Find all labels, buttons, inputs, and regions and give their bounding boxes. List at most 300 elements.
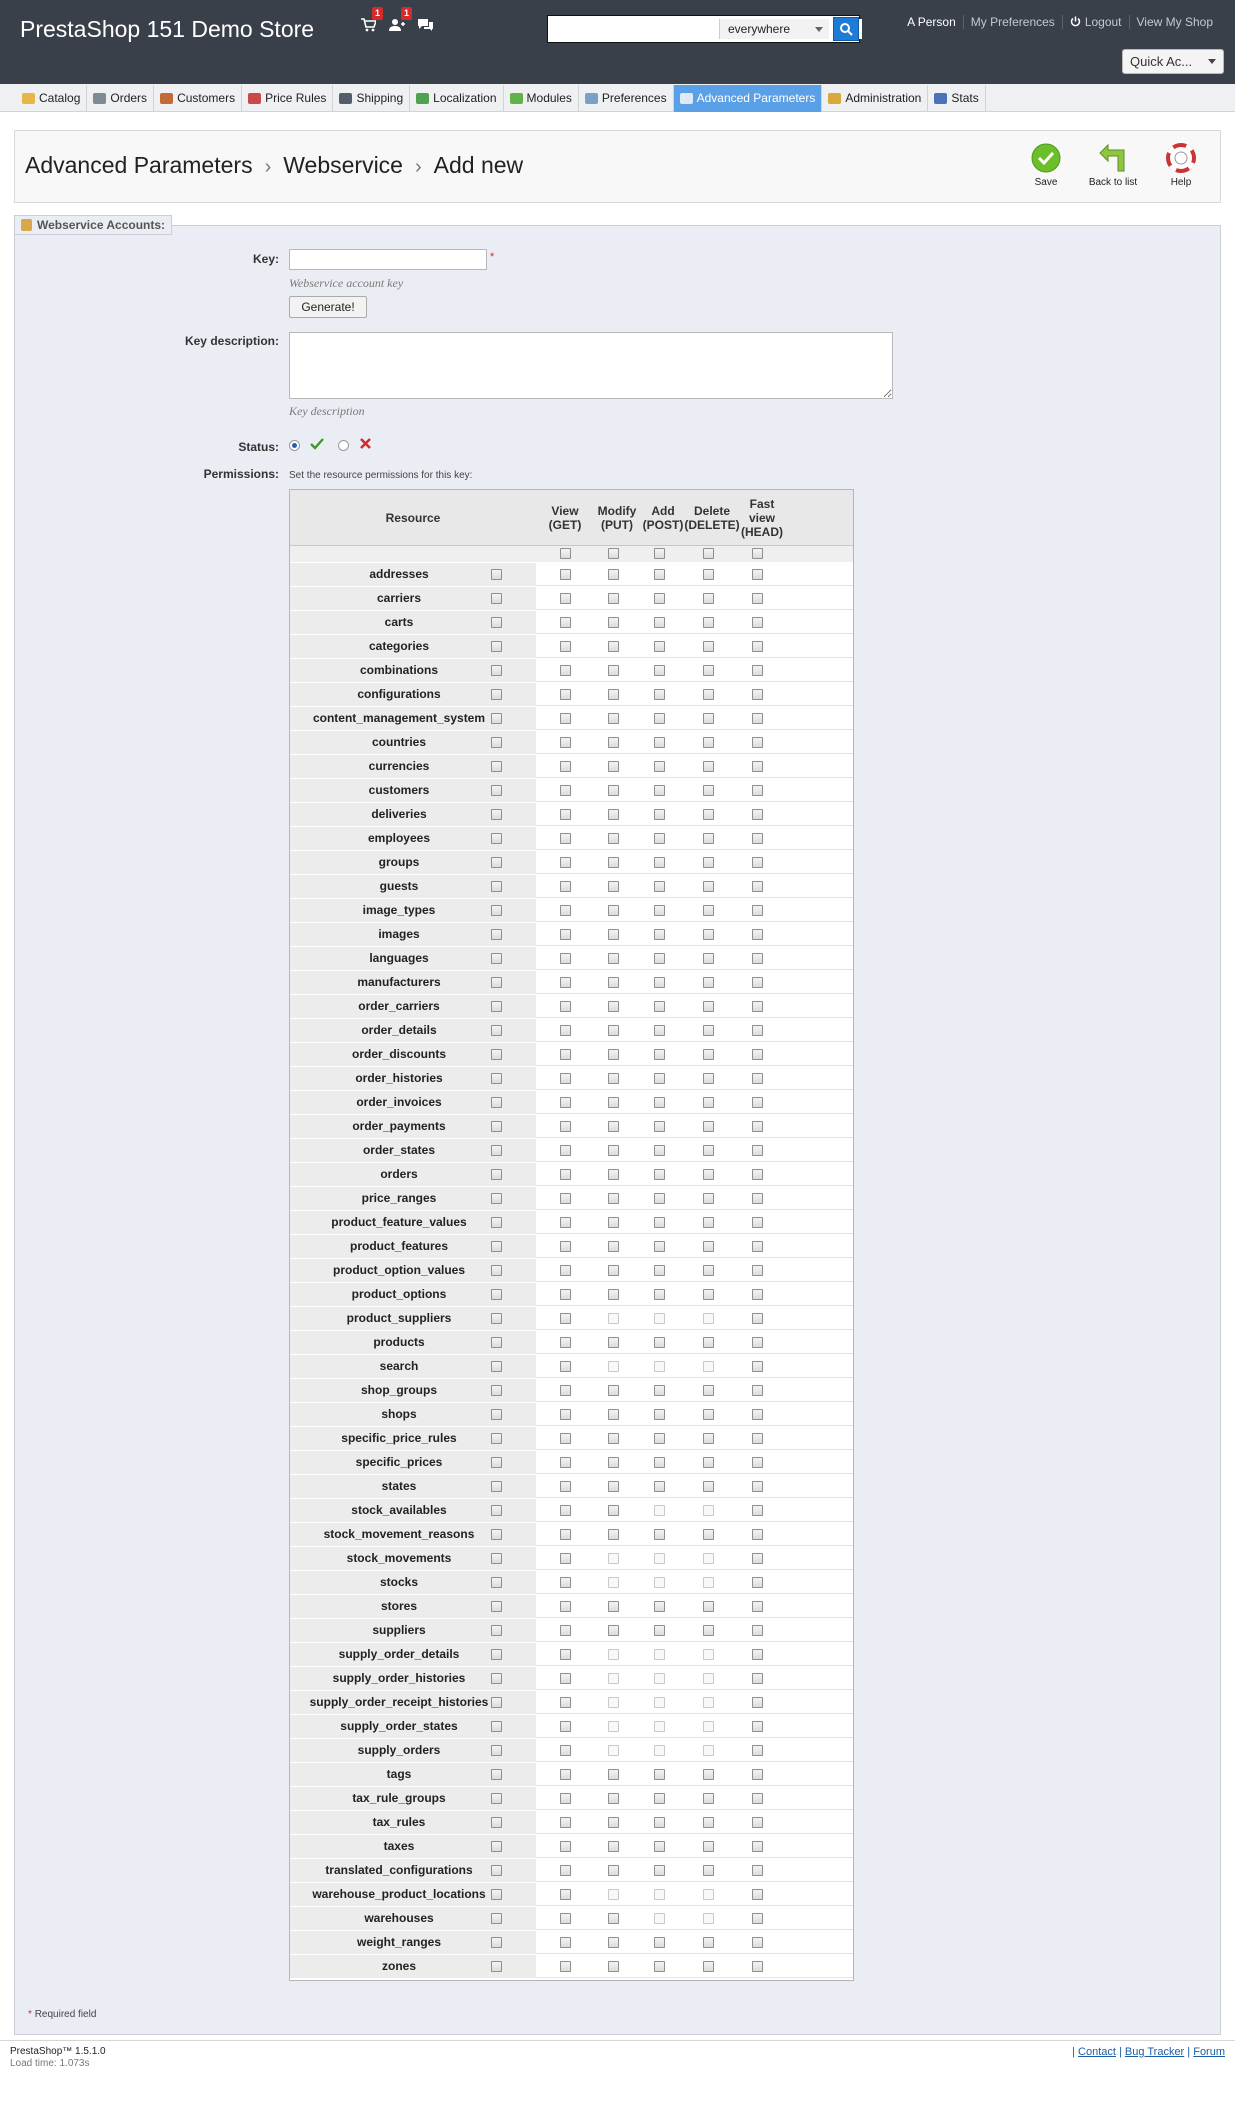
row-select-checkbox[interactable]: [491, 1793, 502, 1804]
permission-checkbox[interactable]: [752, 1337, 763, 1348]
key-input[interactable]: [289, 249, 487, 270]
permission-checkbox[interactable]: [608, 1409, 619, 1420]
permission-checkbox[interactable]: [752, 1049, 763, 1060]
permission-checkbox[interactable]: [703, 1049, 714, 1060]
permission-checkbox[interactable]: [703, 1625, 714, 1636]
menu-item-customers[interactable]: [154, 85, 242, 112]
permission-checkbox[interactable]: [560, 977, 571, 988]
permission-checkbox[interactable]: [752, 1649, 763, 1660]
permission-checkbox[interactable]: [608, 1625, 619, 1636]
row-select-checkbox[interactable]: [491, 761, 502, 772]
row-select-checkbox[interactable]: [491, 1481, 502, 1492]
permission-checkbox[interactable]: [752, 1457, 763, 1468]
search-scope-select[interactable]: [719, 19, 829, 39]
row-select-checkbox[interactable]: [491, 1889, 502, 1900]
permission-checkbox[interactable]: [560, 593, 571, 604]
permission-checkbox[interactable]: [752, 761, 763, 772]
permission-checkbox[interactable]: [608, 1937, 619, 1948]
permission-checkbox[interactable]: [608, 1001, 619, 1012]
row-select-checkbox[interactable]: [491, 833, 502, 844]
permission-checkbox[interactable]: [654, 593, 665, 604]
permission-checkbox[interactable]: [703, 665, 714, 676]
permission-checkbox[interactable]: [560, 809, 571, 820]
permission-checkbox[interactable]: [560, 1577, 571, 1588]
permission-checkbox[interactable]: [654, 1937, 665, 1948]
permission-checkbox[interactable]: [752, 1385, 763, 1396]
permission-checkbox[interactable]: [608, 1193, 619, 1204]
permission-checkbox[interactable]: [608, 1289, 619, 1300]
permission-checkbox[interactable]: [703, 1241, 714, 1252]
row-select-checkbox[interactable]: [491, 1841, 502, 1852]
row-select-checkbox[interactable]: [491, 1337, 502, 1348]
view-my-shop-link[interactable]: View My Shop: [1129, 15, 1220, 29]
permission-checkbox[interactable]: [560, 1289, 571, 1300]
permission-checkbox[interactable]: [654, 1409, 665, 1420]
row-select-checkbox[interactable]: [491, 665, 502, 676]
permission-checkbox[interactable]: [608, 1217, 619, 1228]
permission-checkbox[interactable]: [654, 929, 665, 940]
permission-checkbox[interactable]: [654, 1193, 665, 1204]
permission-checkbox[interactable]: [560, 1673, 571, 1684]
quick-access-select[interactable]: [1122, 49, 1224, 74]
permission-checkbox[interactable]: [608, 1337, 619, 1348]
permission-checkbox[interactable]: [654, 1625, 665, 1636]
permission-checkbox[interactable]: [752, 1145, 763, 1156]
row-select-checkbox[interactable]: [491, 1049, 502, 1060]
permission-checkbox[interactable]: [560, 1025, 571, 1036]
menu-item-modules[interactable]: [504, 85, 579, 112]
permission-checkbox[interactable]: [703, 761, 714, 772]
permission-checkbox[interactable]: [608, 617, 619, 628]
permission-checkbox[interactable]: [654, 953, 665, 964]
row-select-checkbox[interactable]: [491, 1001, 502, 1012]
permission-checkbox[interactable]: [560, 929, 571, 940]
permission-checkbox[interactable]: [608, 1601, 619, 1612]
permission-checkbox[interactable]: [703, 1385, 714, 1396]
permission-checkbox[interactable]: [752, 593, 763, 604]
permission-checkbox[interactable]: [560, 689, 571, 700]
select-all-checkbox[interactable]: [654, 548, 665, 559]
menu-item-price-rules[interactable]: [242, 85, 333, 112]
permission-checkbox[interactable]: [560, 1241, 571, 1252]
row-select-checkbox[interactable]: [491, 857, 502, 868]
permission-checkbox[interactable]: [608, 1097, 619, 1108]
permission-checkbox[interactable]: [752, 857, 763, 868]
permission-checkbox[interactable]: [654, 881, 665, 892]
contact-link[interactable]: Contact: [1078, 2046, 1116, 2058]
permission-checkbox[interactable]: [560, 1889, 571, 1900]
permission-checkbox[interactable]: [752, 1961, 763, 1972]
permission-checkbox[interactable]: [703, 1817, 714, 1828]
permission-checkbox[interactable]: [703, 1433, 714, 1444]
permission-checkbox[interactable]: [703, 1841, 714, 1852]
permission-checkbox[interactable]: [703, 1337, 714, 1348]
row-select-checkbox[interactable]: [491, 1145, 502, 1156]
permission-checkbox[interactable]: [608, 977, 619, 988]
permission-checkbox[interactable]: [654, 1817, 665, 1828]
permission-checkbox[interactable]: [654, 1457, 665, 1468]
bug-tracker-link[interactable]: Bug Tracker: [1124, 2046, 1185, 2058]
permission-checkbox[interactable]: [752, 1841, 763, 1852]
row-select-checkbox[interactable]: [491, 1817, 502, 1828]
select-all-checkbox[interactable]: [560, 548, 571, 559]
permission-checkbox[interactable]: [608, 713, 619, 724]
menu-item-stats[interactable]: [928, 85, 985, 112]
permission-checkbox[interactable]: [752, 1817, 763, 1828]
permission-checkbox[interactable]: [703, 1169, 714, 1180]
permission-checkbox[interactable]: [703, 1097, 714, 1108]
permission-checkbox[interactable]: [560, 1073, 571, 1084]
row-select-checkbox[interactable]: [491, 1745, 502, 1756]
permission-checkbox[interactable]: [608, 1913, 619, 1924]
permission-checkbox[interactable]: [560, 1961, 571, 1972]
permission-checkbox[interactable]: [752, 617, 763, 628]
permission-checkbox[interactable]: [752, 1577, 763, 1588]
permission-checkbox[interactable]: [752, 881, 763, 892]
permission-checkbox[interactable]: [703, 1769, 714, 1780]
permission-checkbox[interactable]: [654, 1433, 665, 1444]
row-select-checkbox[interactable]: [491, 1625, 502, 1636]
permission-checkbox[interactable]: [560, 761, 571, 772]
permission-checkbox[interactable]: [608, 1865, 619, 1876]
permission-checkbox[interactable]: [752, 953, 763, 964]
row-select-checkbox[interactable]: [491, 929, 502, 940]
permission-checkbox[interactable]: [608, 1817, 619, 1828]
permission-checkbox[interactable]: [752, 1241, 763, 1252]
permission-checkbox[interactable]: [703, 1289, 714, 1300]
permission-checkbox[interactable]: [608, 881, 619, 892]
forum-link[interactable]: Forum: [1193, 2046, 1225, 2058]
permission-checkbox[interactable]: [703, 593, 714, 604]
permission-checkbox[interactable]: [654, 665, 665, 676]
row-select-checkbox[interactable]: [491, 1193, 502, 1204]
my-preferences-link[interactable]: My Preferences: [963, 15, 1062, 29]
row-select-checkbox[interactable]: [491, 905, 502, 916]
permission-checkbox[interactable]: [560, 881, 571, 892]
permission-checkbox[interactable]: [560, 1481, 571, 1492]
row-select-checkbox[interactable]: [491, 1529, 502, 1540]
permission-checkbox[interactable]: [654, 713, 665, 724]
permission-checkbox[interactable]: [752, 1529, 763, 1540]
permission-checkbox[interactable]: [752, 1217, 763, 1228]
permission-checkbox[interactable]: [752, 1601, 763, 1612]
permission-checkbox[interactable]: [560, 1529, 571, 1540]
permission-checkbox[interactable]: [560, 1865, 571, 1876]
row-select-checkbox[interactable]: [491, 785, 502, 796]
permission-checkbox[interactable]: [752, 1769, 763, 1780]
key-description-textarea[interactable]: [289, 332, 893, 399]
permission-checkbox[interactable]: [752, 1697, 763, 1708]
permission-checkbox[interactable]: [654, 1385, 665, 1396]
permission-checkbox[interactable]: [560, 1913, 571, 1924]
row-select-checkbox[interactable]: [491, 1769, 502, 1780]
permission-checkbox[interactable]: [752, 1673, 763, 1684]
cart-icon[interactable]: [360, 8, 382, 38]
row-select-checkbox[interactable]: [491, 1601, 502, 1612]
menu-item-localization[interactable]: [410, 85, 503, 112]
permission-checkbox[interactable]: [654, 1289, 665, 1300]
permission-checkbox[interactable]: [654, 1337, 665, 1348]
row-select-checkbox[interactable]: [491, 1025, 502, 1036]
permission-checkbox[interactable]: [703, 953, 714, 964]
permission-checkbox[interactable]: [654, 1961, 665, 1972]
permission-checkbox[interactable]: [752, 1721, 763, 1732]
permission-checkbox[interactable]: [608, 1505, 619, 1516]
row-select-checkbox[interactable]: [491, 1457, 502, 1468]
permission-checkbox[interactable]: [703, 1217, 714, 1228]
row-select-checkbox[interactable]: [491, 1361, 502, 1372]
permission-checkbox[interactable]: [654, 785, 665, 796]
row-select-checkbox[interactable]: [491, 977, 502, 988]
row-select-checkbox[interactable]: [491, 1913, 502, 1924]
permission-checkbox[interactable]: [560, 1721, 571, 1732]
permission-checkbox[interactable]: [752, 1193, 763, 1204]
permission-checkbox[interactable]: [752, 833, 763, 844]
permission-checkbox[interactable]: [560, 713, 571, 724]
select-all-checkbox[interactable]: [608, 548, 619, 559]
permission-checkbox[interactable]: [703, 1145, 714, 1156]
permission-checkbox[interactable]: [752, 1481, 763, 1492]
permission-checkbox[interactable]: [654, 761, 665, 772]
menu-item-shipping[interactable]: [333, 85, 410, 112]
permission-checkbox[interactable]: [608, 1769, 619, 1780]
permission-checkbox[interactable]: [703, 1025, 714, 1036]
permission-checkbox[interactable]: [703, 929, 714, 940]
permission-checkbox[interactable]: [654, 1169, 665, 1180]
permission-checkbox[interactable]: [752, 977, 763, 988]
permission-checkbox[interactable]: [654, 1241, 665, 1252]
row-select-checkbox[interactable]: [491, 1097, 502, 1108]
row-select-checkbox[interactable]: [491, 1721, 502, 1732]
back-to-list-button[interactable]: [1083, 143, 1143, 188]
permission-checkbox[interactable]: [703, 1529, 714, 1540]
permission-checkbox[interactable]: [608, 761, 619, 772]
permission-checkbox[interactable]: [752, 1025, 763, 1036]
permission-checkbox[interactable]: [560, 1793, 571, 1804]
permission-checkbox[interactable]: [608, 1145, 619, 1156]
row-select-checkbox[interactable]: [491, 809, 502, 820]
permission-checkbox[interactable]: [608, 641, 619, 652]
messages-icon[interactable]: [417, 18, 439, 38]
permission-checkbox[interactable]: [752, 1553, 763, 1564]
permission-checkbox[interactable]: [654, 1145, 665, 1156]
permission-checkbox[interactable]: [654, 569, 665, 580]
row-select-checkbox[interactable]: [491, 593, 502, 604]
permission-checkbox[interactable]: [608, 737, 619, 748]
permission-checkbox[interactable]: [608, 1049, 619, 1060]
permission-checkbox[interactable]: [608, 1433, 619, 1444]
permission-checkbox[interactable]: [752, 713, 763, 724]
permission-checkbox[interactable]: [560, 569, 571, 580]
permission-checkbox[interactable]: [703, 1457, 714, 1468]
permission-checkbox[interactable]: [608, 1241, 619, 1252]
permission-checkbox[interactable]: [752, 569, 763, 580]
permission-checkbox[interactable]: [752, 1361, 763, 1372]
permission-checkbox[interactable]: [654, 977, 665, 988]
row-select-checkbox[interactable]: [491, 1265, 502, 1276]
permission-checkbox[interactable]: [560, 1385, 571, 1396]
permission-checkbox[interactable]: [752, 737, 763, 748]
row-select-checkbox[interactable]: [491, 1865, 502, 1876]
status-disabled-radio[interactable]: [338, 440, 349, 451]
row-select-checkbox[interactable]: [491, 689, 502, 700]
permission-checkbox[interactable]: [752, 1121, 763, 1132]
row-select-checkbox[interactable]: [491, 569, 502, 580]
permission-checkbox[interactable]: [654, 809, 665, 820]
row-select-checkbox[interactable]: [491, 1577, 502, 1588]
permission-checkbox[interactable]: [608, 833, 619, 844]
permission-checkbox[interactable]: [752, 1313, 763, 1324]
permission-checkbox[interactable]: [654, 1265, 665, 1276]
permission-checkbox[interactable]: [752, 1097, 763, 1108]
permission-checkbox[interactable]: [752, 809, 763, 820]
permission-checkbox[interactable]: [703, 737, 714, 748]
permission-checkbox[interactable]: [654, 737, 665, 748]
permission-checkbox[interactable]: [608, 665, 619, 676]
row-select-checkbox[interactable]: [491, 1649, 502, 1660]
permission-checkbox[interactable]: [654, 1601, 665, 1612]
permission-checkbox[interactable]: [703, 1865, 714, 1876]
row-select-checkbox[interactable]: [491, 1121, 502, 1132]
permission-checkbox[interactable]: [654, 1529, 665, 1540]
row-select-checkbox[interactable]: [491, 1409, 502, 1420]
row-select-checkbox[interactable]: [491, 1433, 502, 1444]
permission-checkbox[interactable]: [560, 1001, 571, 1012]
permission-checkbox[interactable]: [752, 1865, 763, 1876]
row-select-checkbox[interactable]: [491, 1241, 502, 1252]
permission-checkbox[interactable]: [560, 1625, 571, 1636]
permission-checkbox[interactable]: [654, 857, 665, 868]
customers-icon[interactable]: [389, 8, 411, 38]
permission-checkbox[interactable]: [703, 785, 714, 796]
permission-checkbox[interactable]: [560, 1313, 571, 1324]
permission-checkbox[interactable]: [608, 1529, 619, 1540]
permission-checkbox[interactable]: [560, 857, 571, 868]
row-select-checkbox[interactable]: [491, 1385, 502, 1396]
permission-checkbox[interactable]: [608, 593, 619, 604]
permission-checkbox[interactable]: [560, 1817, 571, 1828]
breadcrumb-item[interactable]: Advanced Parameters: [25, 152, 253, 178]
permission-checkbox[interactable]: [608, 905, 619, 916]
permission-checkbox[interactable]: [703, 1793, 714, 1804]
permission-checkbox[interactable]: [560, 1265, 571, 1276]
permission-checkbox[interactable]: [654, 1121, 665, 1132]
permission-checkbox[interactable]: [703, 1073, 714, 1084]
permission-checkbox[interactable]: [560, 1505, 571, 1516]
permission-checkbox[interactable]: [560, 737, 571, 748]
permission-checkbox[interactable]: [752, 1169, 763, 1180]
permission-checkbox[interactable]: [560, 1937, 571, 1948]
permission-checkbox[interactable]: [608, 785, 619, 796]
permission-checkbox[interactable]: [703, 881, 714, 892]
permission-checkbox[interactable]: [560, 1601, 571, 1612]
permission-checkbox[interactable]: [560, 1841, 571, 1852]
permission-checkbox[interactable]: [560, 1553, 571, 1564]
permission-checkbox[interactable]: [703, 1193, 714, 1204]
search-button[interactable]: [833, 17, 859, 41]
permission-checkbox[interactable]: [752, 1433, 763, 1444]
permission-checkbox[interactable]: [703, 833, 714, 844]
row-select-checkbox[interactable]: [491, 1505, 502, 1516]
permission-checkbox[interactable]: [703, 641, 714, 652]
permission-checkbox[interactable]: [703, 1121, 714, 1132]
permission-checkbox[interactable]: [608, 689, 619, 700]
permission-checkbox[interactable]: [560, 617, 571, 628]
permission-checkbox[interactable]: [703, 689, 714, 700]
permission-checkbox[interactable]: [703, 1481, 714, 1492]
permission-checkbox[interactable]: [703, 809, 714, 820]
row-select-checkbox[interactable]: [491, 1289, 502, 1300]
permission-checkbox[interactable]: [560, 1145, 571, 1156]
permission-checkbox[interactable]: [752, 1505, 763, 1516]
permission-checkbox[interactable]: [654, 1865, 665, 1876]
permission-checkbox[interactable]: [560, 1649, 571, 1660]
generate-button[interactable]: Generate!: [289, 296, 367, 318]
permission-checkbox[interactable]: [608, 1481, 619, 1492]
menu-item-preferences[interactable]: [579, 85, 674, 112]
permission-checkbox[interactable]: [703, 569, 714, 580]
permission-checkbox[interactable]: [560, 1745, 571, 1756]
permission-checkbox[interactable]: [560, 665, 571, 676]
permission-checkbox[interactable]: [560, 1097, 571, 1108]
permission-checkbox[interactable]: [752, 785, 763, 796]
permission-checkbox[interactable]: [560, 1409, 571, 1420]
menu-item-orders[interactable]: [87, 85, 154, 112]
permission-checkbox[interactable]: [560, 905, 571, 916]
permission-checkbox[interactable]: [654, 1481, 665, 1492]
permission-checkbox[interactable]: [608, 1025, 619, 1036]
select-all-checkbox[interactable]: [703, 548, 714, 559]
permission-checkbox[interactable]: [654, 1841, 665, 1852]
permission-checkbox[interactable]: [752, 641, 763, 652]
permission-checkbox[interactable]: [703, 1409, 714, 1420]
permission-checkbox[interactable]: [560, 1169, 571, 1180]
row-select-checkbox[interactable]: [491, 1313, 502, 1324]
permission-checkbox[interactable]: [752, 929, 763, 940]
permission-checkbox[interactable]: [654, 905, 665, 916]
menu-item-administration[interactable]: [822, 85, 928, 112]
permission-checkbox[interactable]: [560, 1769, 571, 1780]
permission-checkbox[interactable]: [608, 1793, 619, 1804]
permission-checkbox[interactable]: [703, 977, 714, 988]
menu-item-catalog[interactable]: [16, 85, 87, 112]
permission-checkbox[interactable]: [608, 569, 619, 580]
permission-checkbox[interactable]: [608, 1169, 619, 1180]
permission-checkbox[interactable]: [654, 1025, 665, 1036]
row-select-checkbox[interactable]: [491, 1961, 502, 1972]
permission-checkbox[interactable]: [654, 1217, 665, 1228]
row-select-checkbox[interactable]: [491, 617, 502, 628]
logout-link[interactable]: [1062, 15, 1129, 29]
status-enabled-radio[interactable]: [289, 440, 300, 451]
permission-checkbox[interactable]: [703, 1265, 714, 1276]
permission-checkbox[interactable]: [752, 1793, 763, 1804]
permission-checkbox[interactable]: [560, 1433, 571, 1444]
permission-checkbox[interactable]: [703, 1601, 714, 1612]
row-select-checkbox[interactable]: [491, 1673, 502, 1684]
permission-checkbox[interactable]: [752, 1001, 763, 1012]
permission-checkbox[interactable]: [608, 1961, 619, 1972]
permission-checkbox[interactable]: [752, 1289, 763, 1300]
permission-checkbox[interactable]: [654, 1769, 665, 1780]
help-button[interactable]: [1151, 143, 1211, 188]
save-button[interactable]: [1016, 143, 1076, 188]
permission-checkbox[interactable]: [752, 1913, 763, 1924]
permission-checkbox[interactable]: [752, 1265, 763, 1276]
permission-checkbox[interactable]: [608, 953, 619, 964]
permission-checkbox[interactable]: [560, 1337, 571, 1348]
permission-checkbox[interactable]: [752, 1625, 763, 1636]
